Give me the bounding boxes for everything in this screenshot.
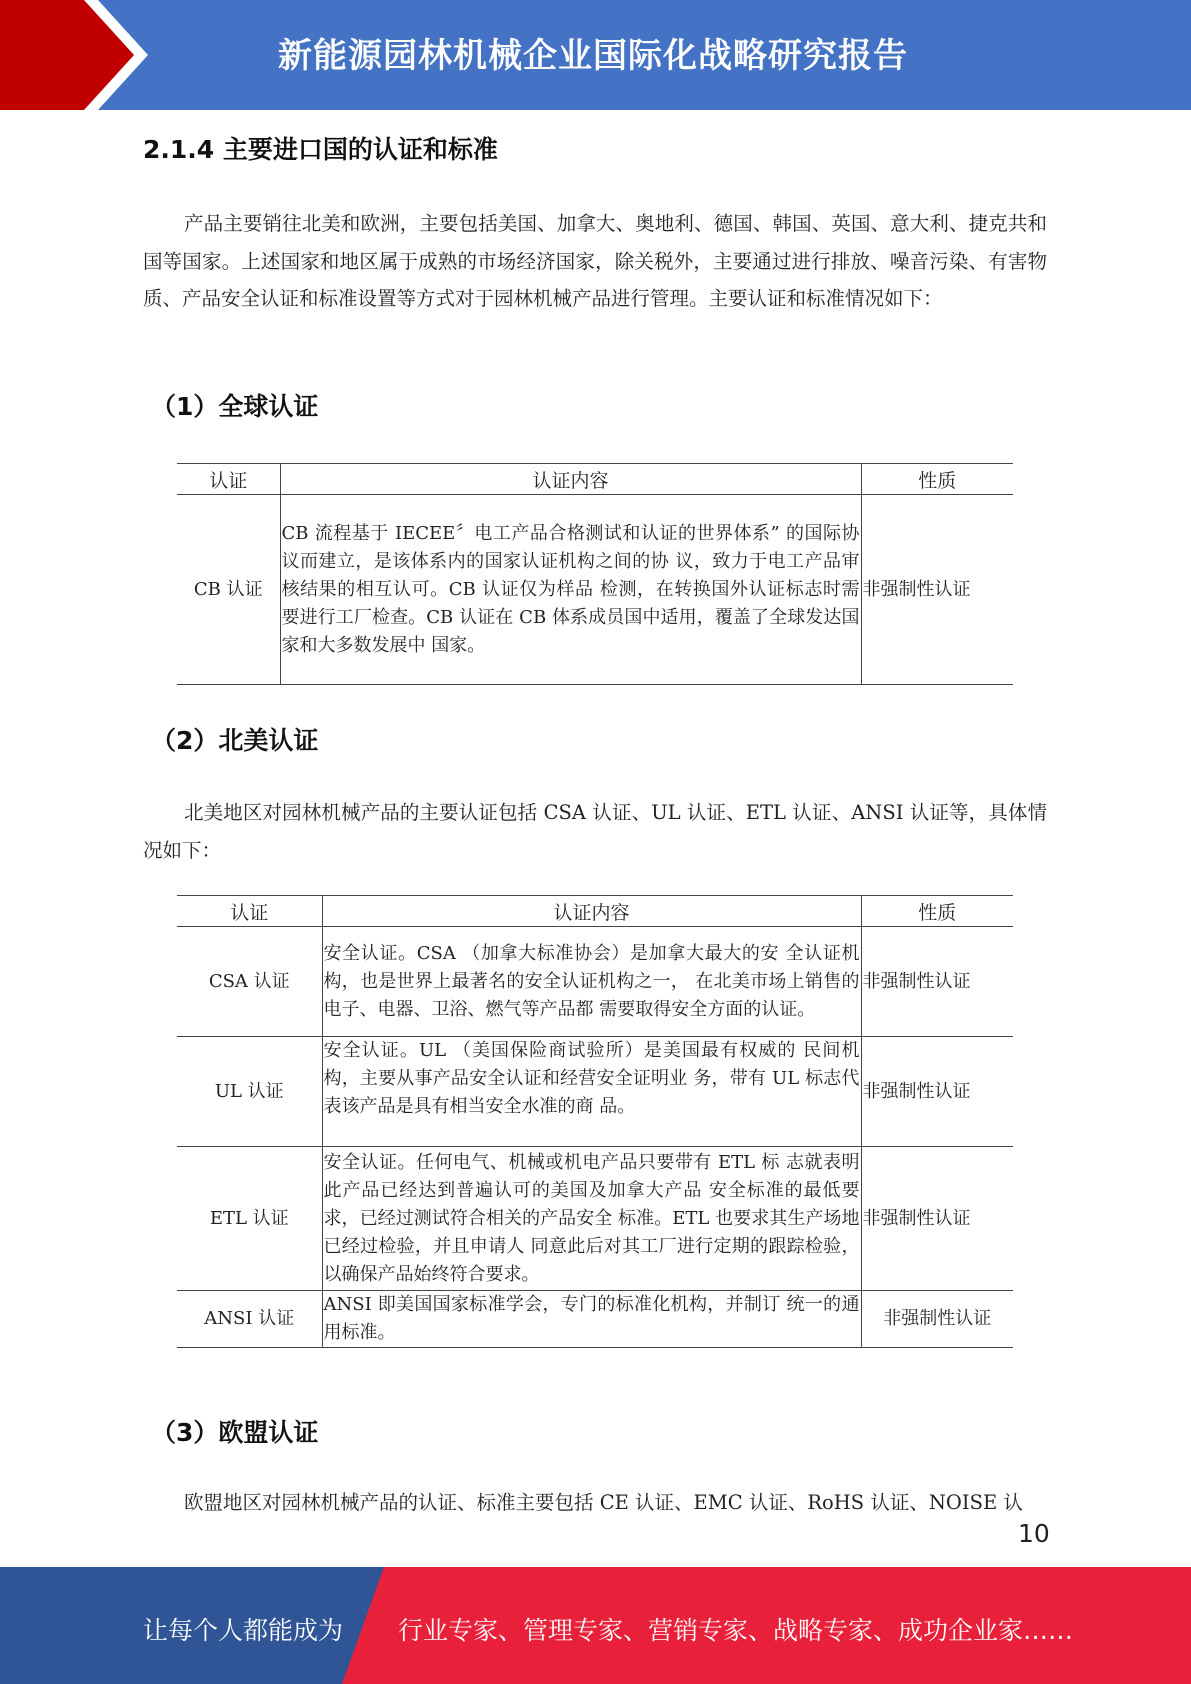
cert-content: 安全认证。UL （美国保险商试验所）是美国最有权威的 民间机构，主要从事产品安全认证和经营安全证明业 务，带有 UL 标志代表该产品是具有相当安全水准的商 品。 [322,1037,861,1147]
footer-slogan-left: 让每个人都能成为 [143,1616,344,1645]
page-number: 10 [1018,1519,1050,1548]
cert-name: CSA 认证 [177,927,322,1037]
report-title: 新能源园林机械企业国际化战略研究报告 [278,36,908,76]
table-row [177,495,1013,685]
column-header: 认证内容 [322,896,861,927]
table-row [177,1291,1013,1348]
table-header-row [177,464,1013,495]
cert-content: CB 流程基于 IECEE〞电工产品合格测试和认证的世界体系” 的国际协议而建立，是该体系内的国家认证机构之间的协 议，致力于电工产品审核结果的相互认可。CB 认证仅为样品 检测，在转换国外认证标志时需要进行工厂检查。CB 认证在 CB 体系成员国中适用，覆盖了全球发达国家和大多数发展中 国家。 [280,495,861,685]
cert-nature: 非强制性认证 [861,927,1013,1037]
header-arrow-decoration [0,0,160,110]
footer-slogan-right: 行业专家、管理专家、营销专家、战略专家、成功企业家…… [398,1616,1074,1645]
cert-name: UL 认证 [177,1037,322,1147]
page-footer [0,1567,1191,1684]
table-row [177,1147,1013,1291]
global-cert-heading: （1）全球认证 [151,392,319,421]
intro-paragraph: 产品主要销往北美和欧洲，主要包括美国、加拿大、奥地利、德国、韩国、英国、意大利、捷克共和国等国家。上述国家和地区属于成熟的市场经济国家，除关税外，主要通过进行排放、噪音污染、有害物质、产品安全认证和标准设置等方式对于园林机械产品进行管理。主要认证和标准情况如下： [143,212,1047,310]
cert-name: CB 认证 [177,495,280,685]
section-heading: 2.1.4 主要进口国的认证和标准 [143,135,498,164]
table-header-row [177,896,1013,927]
north-america-cert-table [177,895,1013,1348]
table-row [177,1037,1013,1147]
global-cert-table [177,463,1013,685]
cert-content: 安全认证。CSA （加拿大标准协会）是加拿大最大的安 全认证机构，也是世界上最著名的安全认证机构之一， 在北美市场上销售的电子、电器、卫浴、燃气等产品都 需要取得安全方面的认证。 [322,927,861,1037]
column-header: 性质 [861,896,1013,927]
cert-nature: 非强制性认证 [861,495,1013,685]
cert-content: ANSI 即美国国家标准学会，专门的标准化机构，并制订 统一的通用标准。 [322,1291,861,1348]
cert-nature: 非强制性认证 [861,1291,1013,1348]
column-header: 性质 [861,464,1013,495]
north-america-cert-heading: （2）北美认证 [151,726,319,755]
column-header: 认证 [177,896,322,927]
eu-cert-heading: （3）欧盟认证 [151,1418,319,1447]
cert-content: 安全认证。任何电气、机械或机电产品只要带有 ETL 标 志就表明此产品已经达到普遍认可的美国及加拿大产品 安全标准的最低要求，已经过测试符合相关的产品安全 标准。ETL 也要求其生产场地已经过检验，并且申请人 同意此后对其工厂进行定期的跟踪检验，以确保产品始终符合要求。 [322,1147,861,1291]
cert-nature: 非强制性认证 [861,1147,1013,1291]
north-america-intro: 北美地区对园林机械产品的主要认证包括 CSA 认证、UL 认证、ETL 认证、ANSI 认证等，具体情况如下： [143,801,1047,862]
cert-name: ETL 认证 [177,1147,322,1291]
column-header: 认证 [177,464,280,495]
eu-intro: 欧盟地区对园林机械产品的认证、标准主要包括 CE 认证、EMC 认证、RoHS 认证、NOISE 认 [184,1491,1023,1514]
column-header: 认证内容 [280,464,861,495]
cert-name: ANSI 认证 [177,1291,322,1348]
page-header [0,0,1191,110]
table-row [177,927,1013,1037]
cert-nature: 非强制性认证 [861,1037,1013,1147]
